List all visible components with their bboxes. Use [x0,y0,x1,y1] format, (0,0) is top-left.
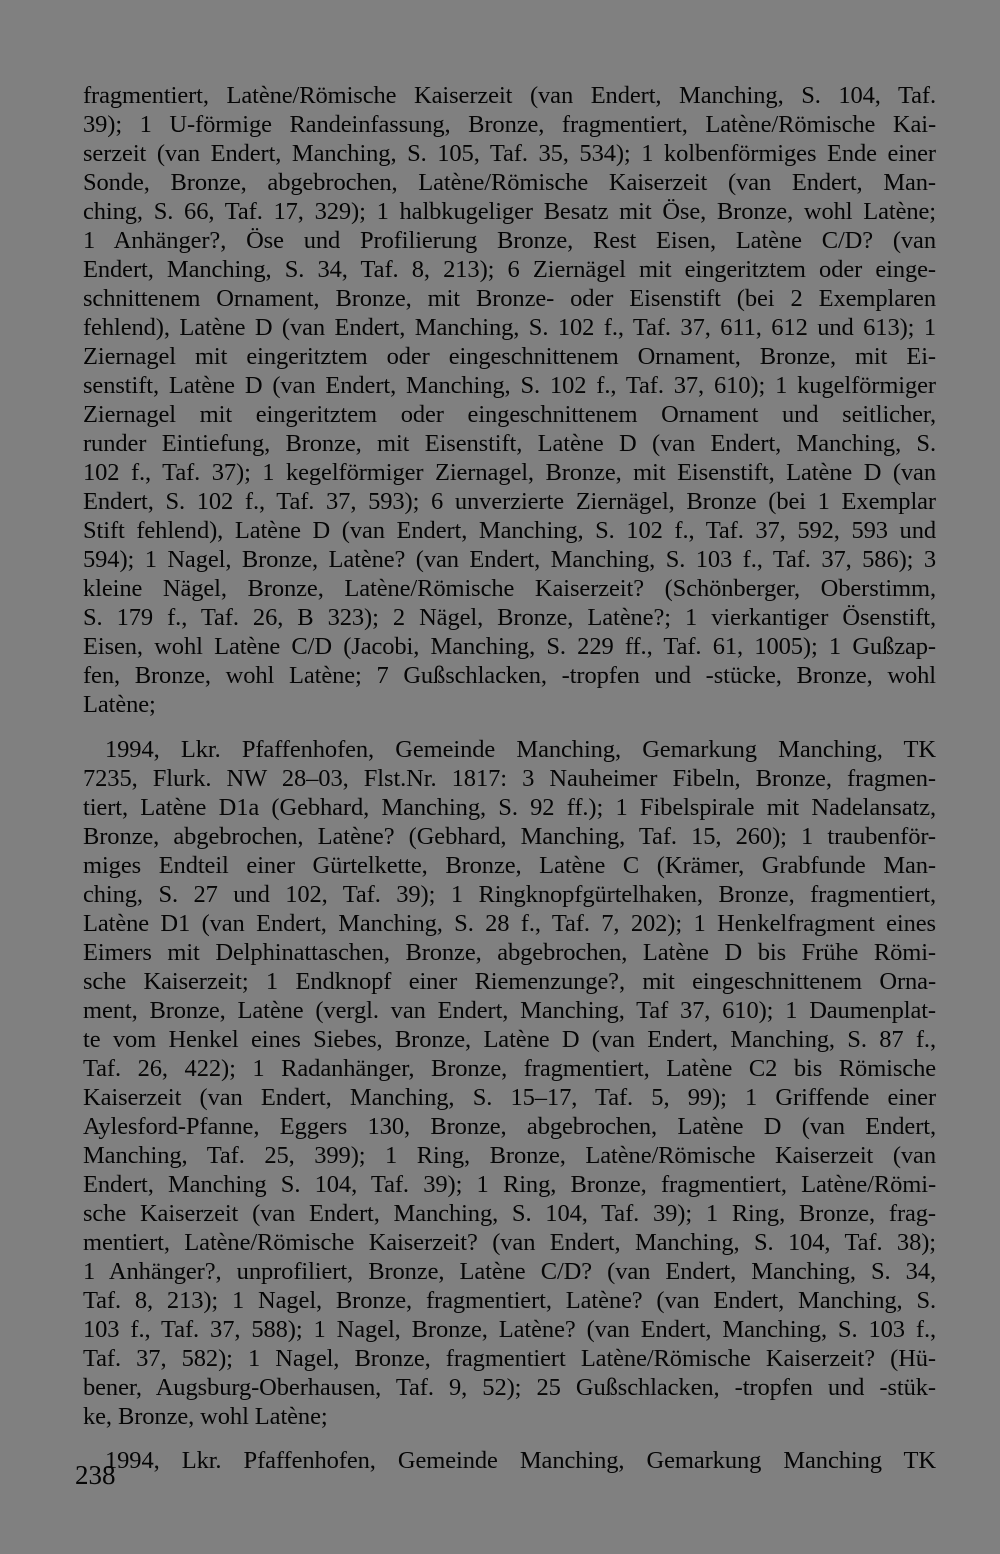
text-line: miges Endteil einer Gürtelkette, Bronze, Latène C (Krämer, Grabfunde Man- [83,852,936,879]
text-line: mentiert, Latène/Römische Kaiserzeit? (van Endert, Manching, S. 104, Taf. 38); [83,1229,936,1256]
text-line: Sonde, Bronze, abgebrochen, Latène/Römische Kaiserzeit (van Endert, Man- [83,169,936,196]
text-line: senstift, Latène D (van Endert, Manching, S. 102 f., Taf. 37, 610); 1 kugelförmiger [83,372,936,399]
text-line: kleine Nägel, Bronze, Latène/Römische Kaiserzeit? (Schönberger, Oberstimm, [83,575,936,602]
text-line: tiert, Latène D1a (Gebhard, Manching, S. 92 ff.); 1 Fibelspirale mit Nadelansatz, [83,794,936,821]
text-line: 594); 1 Nagel, Bronze, Latène? (van Endert, Manching, S. 103 f., Taf. 37, 586); 3 [83,546,936,573]
text-line: Endert, Manching, S. 34, Taf. 8, 213); 6 Ziernägel mit eingeritztem oder einge- [83,256,936,283]
text-line: Bronze, abgebrochen, Latène? (Gebhard, Manching, Taf. 15, 260); 1 traubenför- [83,823,936,850]
text-line: Endert, S. 102 f., Taf. 37, 593); 6 unverzierte Ziernägel, Bronze (bei 1 Exemplar [83,488,936,515]
text-line: Stift fehlend), Latène D (van Endert, Manching, S. 102 f., Taf. 37, 592, 593 und [83,517,936,544]
text-line: fen, Bronze, wohl Latène; 7 Gußschlacken, -tropfen und -stücke, Bronze, wohl [83,662,936,689]
text-line: 1 Anhänger?, Öse und Profilierung Bronze, Rest Eisen, Latène C/D? (van [83,227,936,254]
page-number: 238 [75,1460,116,1490]
text-line: Taf. 8, 213); 1 Nagel, Bronze, fragmentiert, Latène? (van Endert, Manching, S. [83,1287,936,1314]
text-line: Taf. 37, 582); 1 Nagel, Bronze, fragmentiert Latène/Römische Kaiserzeit? (Hü- [83,1345,936,1372]
text-line: Eisen, wohl Latène C/D (Jacobi, Manching, S. 229 ff., Taf. 61, 1005); 1 Gußzap- [83,633,936,660]
text-line: ching, S. 66, Taf. 17, 329); 1 halbkugeliger Besatz mit Öse, Bronze, wohl Latène; [83,198,936,225]
text-line: ching, S. 27 und 102, Taf. 39); 1 Ringknopfgürtelhaken, Bronze, fragmentiert, [83,881,936,908]
text-line: 102 f., Taf. 37); 1 kegelförmiger Ziernagel, Bronze, mit Eisenstift, Latène D (van [83,459,936,486]
text-line: 1994, Lkr. Pfaffenhofen, Gemeinde Manching, Gemarkung Manching, TK [105,736,936,763]
text-line: Latène; [83,691,156,718]
text-line: fragmentiert, Latène/Römische Kaiserzeit (van Endert, Manching, S. 104, Taf. [83,82,936,109]
text-line: 1994, Lkr. Pfaffenhofen, Gemeinde Manching, Gemarkung Manching TK [105,1447,936,1474]
text-line: serzeit (van Endert, Manching, S. 105, Taf. 35, 534); 1 kolbenförmiges Ende einer [83,140,936,167]
text-line: ment, Bronze, Latène (vergl. van Endert, Manching, Taf 37, 610); 1 Daumenplat- [83,997,936,1024]
text-line: Ziernagel mit eingeritztem oder eingeschnittenem Ornament, Bronze, mit Ei- [83,343,936,370]
text-line: fehlend), Latène D (van Endert, Manching, S. 102 f., Taf. 37, 611, 612 und 613); 1 [83,314,936,341]
text-line: 7235, Flurk. NW 28–03, Flst.Nr. 1817: 3 Nauheimer Fibeln, Bronze, fragmen- [83,765,936,792]
text-line: Manching, Taf. 25, 399); 1 Ring, Bronze, Latène/Römische Kaiserzeit (van [83,1142,936,1169]
text-line: sche Kaiserzeit (van Endert, Manching, S. 104, Taf. 39); 1 Ring, Bronze, frag- [83,1200,936,1227]
text-line: S. 179 f., Taf. 26, B 323); 2 Nägel, Bronze, Latène?; 1 vierkantiger Ösenstift, [83,604,936,631]
text-line: te vom Henkel eines Siebes, Bronze, Latène D (van Endert, Manching, S. 87 f., [83,1026,936,1053]
text-line: Taf. 26, 422); 1 Radanhänger, Bronze, fragmentiert, Latène C2 bis Römische [83,1055,936,1082]
text-line: Kaiserzeit (van Endert, Manching, S. 15–17, Taf. 5, 99); 1 Griffende einer [83,1084,936,1111]
text-line: bener, Augsburg-Oberhausen, Taf. 9, 52); 25 Gußschlacken, -tropfen und -stük- [83,1374,936,1401]
text-line: sche Kaiserzeit; 1 Endknopf einer Riemenzunge?, mit eingeschnittenem Orna- [83,968,936,995]
text-line: Endert, Manching S. 104, Taf. 39); 1 Ring, Bronze, fragmentiert, Latène/Römi- [83,1171,936,1198]
text-line: 1 Anhänger?, unprofiliert, Bronze, Latène C/D? (van Endert, Manching, S. 34, [83,1258,936,1285]
text-line: Eimers mit Delphinattaschen, Bronze, abgebrochen, Latène D bis Frühe Römi- [83,939,936,966]
text-line: 39); 1 U-förmige Randeinfassung, Bronze, fragmentiert, Latène/Römische Kai- [83,111,936,138]
text-line: Aylesford-Pfanne, Eggers 130, Bronze, abgebrochen, Latène D (van Endert, [83,1113,936,1140]
text-line: ke, Bronze, wohl Latène; [83,1403,328,1430]
text-line: runder Eintiefung, Bronze, mit Eisenstift, Latène D (van Endert, Manching, S. [83,430,936,457]
text-line: 103 f., Taf. 37, 588); 1 Nagel, Bronze, Latène? (van Endert, Manching, S. 103 f., [83,1316,936,1343]
text-line: schnittenem Ornament, Bronze, mit Bronze- oder Eisenstift (bei 2 Exemplaren [83,285,936,312]
text-line: Ziernagel mit eingeritztem oder eingeschnittenem Ornament und seitlicher, [83,401,936,428]
text-line: Latène D1 (van Endert, Manching, S. 28 f., Taf. 7, 202); 1 Henkelfragment eines [83,910,936,937]
